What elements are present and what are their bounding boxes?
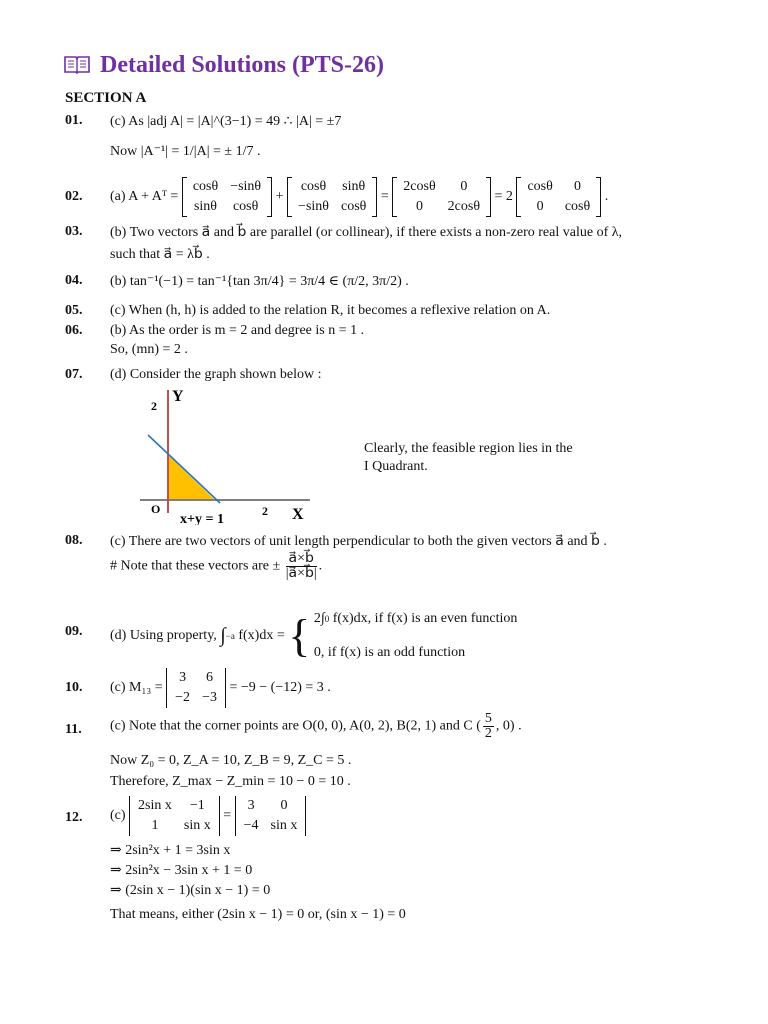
q12-label: (c) — [110, 808, 126, 824]
x-tick-2: 2 — [262, 504, 268, 518]
unit-vector-fraction: $\frac{a⃗\times b⃗}{|a⃗\times b⃗|}$ — [285, 551, 317, 581]
y-tick-2: 2 — [151, 399, 157, 413]
q09-label: (d) Using property, — [110, 628, 217, 644]
page-title — [64, 52, 384, 79]
q12-step1: ⇒ 2sin²x + 1 = 3sin x — [110, 843, 231, 858]
feasible-region-graph — [135, 385, 315, 525]
matrix-a-transpose: cosθ sinθ −sinθ cosθ — [287, 177, 377, 217]
matrix-a: cosθ −sinθ sinθ cosθ — [182, 177, 272, 217]
q10-label: (c) M₁₃ = — [110, 680, 163, 696]
q02-number: 02. — [65, 189, 83, 204]
x-axis-label: X — [292, 506, 304, 523]
q08-note-text: # Note that these vectors are ± — [110, 558, 281, 574]
q02-label: (a) A + Aᵀ = — [110, 189, 179, 205]
minor-determinant: 3 6 −2 −3 — [166, 668, 226, 708]
book-icon — [64, 54, 90, 74]
q12-left-determinant: 2sin x −1 1 sin x — [129, 796, 220, 836]
q06-number: 06. — [65, 323, 83, 338]
q03-number: 03. — [65, 224, 83, 239]
q10-result: = −9 − (−12) = 3 . — [229, 680, 331, 696]
q11-number: 11. — [65, 722, 82, 737]
origin-label: O — [151, 502, 161, 516]
q12-step4: That means, either (2sin x − 1) = 0 or, (sin x − 1) = 0 — [110, 907, 406, 922]
c-x-fraction: $\frac{5}{2}$ — [484, 711, 492, 741]
q07-note-line1: Clearly, the feasible region lies in the — [364, 441, 573, 456]
q11-corner-text: (c) Note that the corner points are O(0, 0), A(0, 2), B(2, 1) and C — [110, 718, 473, 734]
title-text: Detailed Solutions (PTS-26) — [100, 52, 385, 78]
q11-line1: (c) Note that the corner points are O(0, 0), A(0, 2), B(2, 1) and C ( $\frac{5}{2}$ , 0) . — [110, 711, 522, 741]
q06-line2: So, (mn) = 2 . — [110, 342, 188, 357]
q09-case-even: f(x)dx, if f(x) is an even function — [332, 611, 518, 626]
q12-step2: ⇒ 2sin²x − 3sin x + 1 = 0 — [110, 863, 253, 878]
matrix-sum: 2cosθ 0 0 2cosθ — [392, 177, 491, 217]
q03-line1: (b) Two vectors a⃗ and b⃗ are parallel (or collinear), if there exists a non-zero real value of λ, — [110, 225, 623, 240]
q07-number: 07. — [65, 367, 83, 382]
q05-number: 05. — [65, 303, 83, 318]
q07-text: (d) Consider the graph shown below : — [110, 367, 322, 382]
q11-line3: Therefore, Z_max − Z_min = 10 − 0 = 10 . — [110, 774, 351, 789]
q06-line1: (b) As the order is m = 2 and degree is n = 1 . — [110, 323, 365, 338]
q07-note-line2: I Quadrant. — [364, 459, 428, 474]
q02-equation: (a) A + Aᵀ = cosθ −sinθ sinθ cosθ + cosθ sinθ −sinθ cosθ = 2cosθ 0 0 2cosθ = 2 cosθ 0 0 cosθ . — [110, 177, 608, 217]
q10-equation — [110, 668, 331, 708]
q12-number: 12. — [65, 810, 83, 825]
q10-number: 10. — [65, 680, 83, 695]
q12-equation: (c) 2sin x −1 1 sin x = 3 0 −4 sin x — [110, 796, 306, 836]
feasible-region — [168, 455, 215, 500]
q01-number: 01. — [65, 113, 83, 128]
q09-number: 09. — [65, 624, 83, 639]
q04-number: 04. — [65, 273, 83, 288]
q12-step3: ⇒ (2sin x − 1)(sin x − 1) = 0 — [110, 883, 271, 898]
q05-text: (c) When (h, h) is added to the relation R, it becomes a reflexive relation on A. — [110, 303, 551, 318]
matrix-result: cosθ 0 0 cosθ — [516, 177, 601, 217]
y-axis-label: Y — [172, 388, 184, 405]
section-heading: SECTION A — [65, 90, 147, 106]
q08-number: 08. — [65, 533, 83, 548]
q11-line2: Now Z₀ = 0, Z_A = 10, Z_B = 9, Z_C = 5 . — [110, 753, 352, 768]
line-equation: x+y = 1 — [180, 512, 224, 525]
q09-case-odd: 0, if f(x) is an odd function — [313, 645, 466, 660]
q12-right-determinant: 3 0 −4 sin x — [235, 796, 307, 836]
q09-equation: (d) Using property, ∫−a f(x)dx = { 2∫0 f(x)dx, if f(x) is an even function 0, if f(x) is an odd function — [110, 602, 517, 670]
q08-line1: (c) There are two vectors of unit length perpendicular to both the given vectors a⃗ and b⃗ . — [110, 534, 607, 549]
q08-line2: # Note that these vectors are ± $\frac{a⃗\times b⃗}{|a⃗\times b⃗|}$ . — [110, 551, 323, 581]
q01-line1: (c) As |adj A| = |A|^(3−1) = 49 ∴ |A| = ±7 — [110, 114, 342, 129]
q01-line2: Now |A⁻¹| = 1/|A| = ± 1/7 . — [110, 144, 261, 159]
q04-text: (b) tan⁻¹(−1) = tan⁻¹{tan 3π/4} = 3π/4 ∈ (π/2, 3π/2) . — [110, 274, 409, 289]
q03-line2: such that a⃗ = λb⃗ . — [110, 247, 210, 262]
